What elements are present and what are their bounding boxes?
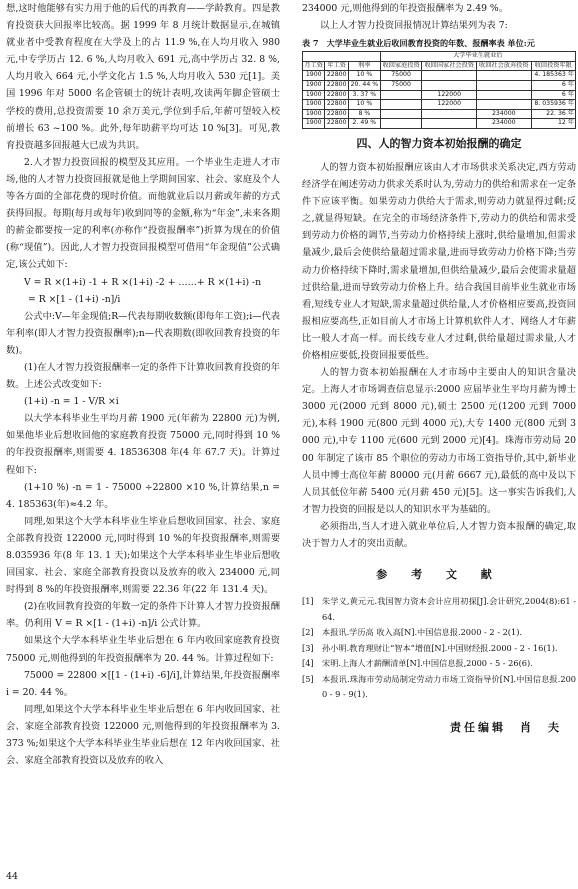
table-group-header-row — [303, 52, 576, 62]
reference-text: 宋明.上海人才薪酬清单[N].中国信息报,2000 - 5 - 26(6). — [322, 658, 533, 669]
paragraph: (2)在收回教育投资的年数一定的条件下计算人才智力投资报酬率。仍利用 V = R ×[1 - (1+i) -n]/i 公式计算。 — [6, 601, 280, 630]
table-header-row — [303, 61, 576, 71]
formula: (1+10 %) -n = 1 - 75000 ÷22800 ×10 %,计算结果,n = 4. 185363(年)≈4.2 年。 — [6, 481, 280, 510]
paragraph: 公式中:V—年金现值;R—代表每期收数额(即每年工资);i—代表年利率(即人才智力投资报酬率);n—代表期数(即收回教育投资的年数)。 — [6, 310, 280, 356]
paragraph: 以大学本科毕业生平均月薪 1900 元(年薪为 22800 元)为例,如果他毕业后想收回他的家庭教育投资 75000 元,同时得到 10 %的年投资报酬率,则需要 4. 18536308 年(4 年 67.7 天)。计算过程如下: — [6, 413, 280, 476]
table-header-cell: 收回社会放弃投资 — [477, 61, 532, 71]
table-cell: 75000 — [380, 80, 422, 90]
reference-number: [1] — [302, 596, 314, 607]
table-header-cell: 月工资 — [303, 61, 325, 71]
table-unit: 单位:元 — [507, 38, 535, 49]
table-row — [303, 90, 576, 100]
references-title: 参 考 文 献 — [376, 568, 502, 582]
table-cell: 10 % — [348, 71, 380, 81]
table-cell: 22800 — [325, 90, 349, 100]
reference-number: [5] — [302, 673, 314, 684]
paragraph: 人的智力资本初始报酬在人才市场中主要由人的知识含量决定。上海人才市场调查信息显示:2000 应届毕业生平均月薪为博士 3000 元(2000 元到 8000 元),硕士 2500 元(1200 元到 7000 元),本科 1900 元(800 元到 4000 元),大专 1400 元(800 元到 3000 元),中专 1100 元(600 元到 2000 元)[4]。珠海市劳动局 2000 年制定了该市 85 个职位的劳动力市场工资指导价,其中,新毕业人员中博士高位年薪 80000 元(月薪 6667 元),最低的高中及以下人员其低位年薪 5400 元(月薪 450 元)[5]。这一事实告诉我们,人才智力投资的回报是以人的知识水平为基础的。 — [302, 367, 576, 515]
reference-number: [4] — [302, 658, 314, 669]
table-cell: 2. 49 % — [348, 119, 380, 129]
reference-number: [3] — [302, 642, 314, 653]
reference-text: 朱学义,黄元元.我国智力资本会计应用初探[J].会计研究,2004(8):61 - 64. — [322, 596, 576, 622]
paragraph: 同理,如果这个大学本科毕业生毕业后想收回国家、社会、家庭全部教育投资 122000 元,同时得到 10 %的年投资报酬率,则需要 8.035936 年(8 年 13. 1 天);如果这个大学本科毕业生毕业后想收回国家、社会、家庭全部教育投资以及放弃的收入 234000 元,同时得到 8 %的年投资报酬率,则需要 22.36 年(22 年 131.4 天)。 — [6, 515, 280, 596]
table-cell: 22800 — [325, 71, 349, 81]
table-cell: 234000 — [477, 109, 532, 119]
table-cell — [380, 90, 422, 100]
formula: (1+i) -n = 1 - V/R ×i — [24, 396, 119, 408]
table-title: 表 7 大学毕业生就业后收回教育投资的年数、报酬率表 — [302, 38, 505, 49]
table-cell — [477, 90, 532, 100]
paragraph: 必须指出,当人才进入就业单位后,人才智力资本报酬的确定,取决于智力人才的突出贡献。 — [302, 520, 576, 549]
paragraph: 想,这时他能够有实力用于他的后代的再教育——学龄教育。四是教育投资获大回报率比较高。据 1999 年 8 月统计数据显示,在城镇就业者中受教育程度在大学及上的占 11.9 %,在人均月收入 980 元,中专学历占 12. 6 %,人均月收入 691 元,高中学历占 32. 8 %,人均月收入 664 元,小学文化占 1.5 %,人均月收入 530 元[1]。美国 1996 年对 5000 名企管硕士的统计表明,攻读两年脚企管硕士学校的费用,总投资需要 10 余万美元,学位到手后,年薪可望较入校前增长 63 ~100 %。此外,每年助薪平均可达 10 %[3]。可见,教育投资越多回报越大已成为共识。 — [6, 3, 280, 151]
formula: 75000 = 22800 ×[[1 - (1+i) -6]/i],计算结果,年投资报酬率 i = 20. 44 %。 — [6, 669, 280, 698]
table-cell: 1900 — [303, 109, 325, 119]
reference-item — [302, 656, 576, 672]
table-cell: 122000 — [422, 90, 477, 100]
right-column — [302, 0, 576, 735]
table-caption — [302, 37, 576, 49]
reference-item — [302, 641, 576, 657]
formula: = R ×[1 - (1+i) -n]/i — [28, 293, 121, 305]
table-row — [303, 71, 576, 81]
formula: V = R ×(1+i) -1 + R ×(1+i) -2 + ……+ R ×(1+i) -n — [24, 276, 262, 288]
reference-text: 本报讯.学历高 收入高[N].中国信息报.2000 - 2 - 2(1). — [322, 627, 522, 638]
table-cell — [422, 80, 477, 90]
table-cell: 10 % — [348, 100, 380, 110]
table-group-spacer — [303, 52, 381, 62]
paragraph: 如果这个大学本科毕业生毕业后想在 6 年内收回家庭教育投资 75000 元,则他得到的年投资报酬率为 20. 44 %。计算过程如下: — [6, 635, 280, 664]
paragraph: (1)在人才智力投资报酬率一定的条件下计算收回教育投资的年数。上述公式改变如下: — [6, 361, 280, 391]
paragraph: 人的智力资本初始报酬应该由人才市场供求关系决定,西方劳动经济学在阐述劳动力供求关系时认为,劳动力的供给和需求在一定条件下应该平衡。如果劳动力供给大于需求,则劳动力就显得过剩;反之,就显得短缺。在完全的市场经济条件下,劳动力的供给和需求受到劳动力价格的调节,当劳动力价格持续上涨时,供给量增加,但需求量减少,最后会使供给量超过需求量,进而导致劳动力价格下降;当劳动力价格持续下降时,需求量增加,但供给量减少,最后会使需求量超过供给量,进而导致劳动力价格上升。结合我国目前毕业生就业市场看,短线专业人才短缺,需求量超过供给量,人才价格相应要高,投资回报相应要高些,正如目前人才市场上计算机软件人才、网络人才年薪比一般人才高一样。而长线专业人才过剩,供给量超过需求量,人才价格相应要低,投资回报要低些。 — [302, 161, 576, 361]
table-cell: 1900 — [303, 71, 325, 81]
left-column — [6, 0, 280, 769]
table-cell: 75000 — [380, 71, 422, 81]
table-group-header: 大学毕业生就业后 — [380, 52, 575, 62]
table-row — [303, 80, 576, 90]
table-cell: 3. 37 % — [348, 90, 380, 100]
paragraph: 234000 元,则他得到的年投资报酬率为 2.49 %。 — [302, 3, 508, 14]
table-cell: 1900 — [303, 119, 325, 129]
reference-text: 本报讯.珠海市劳动局制定劳动力市场工资指导价[N].中国信息报.2000 - 9 - 9(1). — [322, 673, 576, 700]
table-header-cell: 收回家庭投资 — [380, 61, 422, 71]
table-row — [303, 119, 576, 129]
table-cell: 1900 — [303, 90, 325, 100]
table-cell: 22800 — [325, 80, 349, 90]
paragraph: 2.人才智力投资回报的模型及其应用。一个毕业生走进人才市场,他的人才智力投资回报就是他上学期间国家、社会、家庭及个人等各方面的全部花费的现时价值。而他就业后以月薪或年薪的方式获得回报。每期(每月或每年)收到同等的金额,称为“年金”,未来各期的薪金都要按一定的利率(亦称作“投资报酬率”)折算为现在的价值(称“现值”)。因此,人才智力投资回报模型可借用“年金现值”公式确定,该公式如下: — [6, 156, 280, 271]
table-cell: 8 % — [348, 109, 380, 119]
table-cell — [477, 100, 532, 110]
page-number: 44 — [6, 871, 19, 882]
table-cell: 20. 44 % — [348, 80, 380, 90]
reference-item — [302, 672, 576, 703]
section-heading: 四、人的智力资本初始报酬的确定 — [356, 136, 522, 150]
table-cell — [380, 100, 422, 110]
table-header-cell: 收回投资年限 — [531, 61, 575, 71]
table-cell: 1900 — [303, 100, 325, 110]
table-cell: 12 年 — [531, 119, 575, 129]
table-cell: 8. 035936 年 — [531, 100, 575, 110]
table-cell: 234000 — [477, 119, 532, 129]
paragraph: 以上人才智力投资回报情况计算结果列为表 7: — [320, 20, 508, 32]
table-cell — [422, 119, 477, 129]
table-cell — [477, 80, 532, 90]
table-cell: 22800 — [325, 100, 349, 110]
table-cell: 22800 — [325, 109, 349, 119]
table-header-cell: 收回国家社会投资 — [422, 61, 477, 71]
table-cell: 1900 — [303, 80, 325, 90]
reference-text: 孙小明.教育理财让“智本”增值[N].中国财经报.2000 - 2 - 16(1). — [322, 642, 558, 653]
table-row — [303, 109, 576, 119]
editor-credit: 责任编辑 肖 夫 — [450, 720, 562, 734]
paragraph: 同理,如果这个大学本科毕业生毕业后想在 6 年内收回国家、社会、家庭全部教育投资 122000 元,则他得到的年投资报酬率为 3. 373 %;如果这个大学本科毕业生毕业后想在 12 年内收回国家、社会、家庭全部教育投资以及放弃的收入 — [6, 703, 280, 767]
table-cell: 6 年 — [531, 90, 575, 100]
table-cell — [477, 71, 532, 81]
table-cell — [380, 119, 422, 129]
table-cell: 4. 185363 年 — [531, 71, 575, 81]
table-header-cell: 利率 — [348, 61, 380, 71]
table-cell — [422, 71, 477, 81]
table-row — [303, 100, 576, 110]
table-cell: 6 年 — [531, 80, 575, 90]
table-header-cell: 年工资 — [325, 61, 349, 71]
table-cell — [422, 109, 477, 119]
reference-item — [302, 625, 576, 641]
table-cell: 22800 — [325, 119, 349, 129]
table-cell: 122000 — [422, 100, 477, 110]
data-table — [302, 51, 576, 129]
reference-item — [302, 594, 576, 625]
reference-number: [2] — [302, 627, 314, 638]
table-cell — [380, 109, 422, 119]
table-cell: 22. 36 年 — [531, 109, 575, 119]
